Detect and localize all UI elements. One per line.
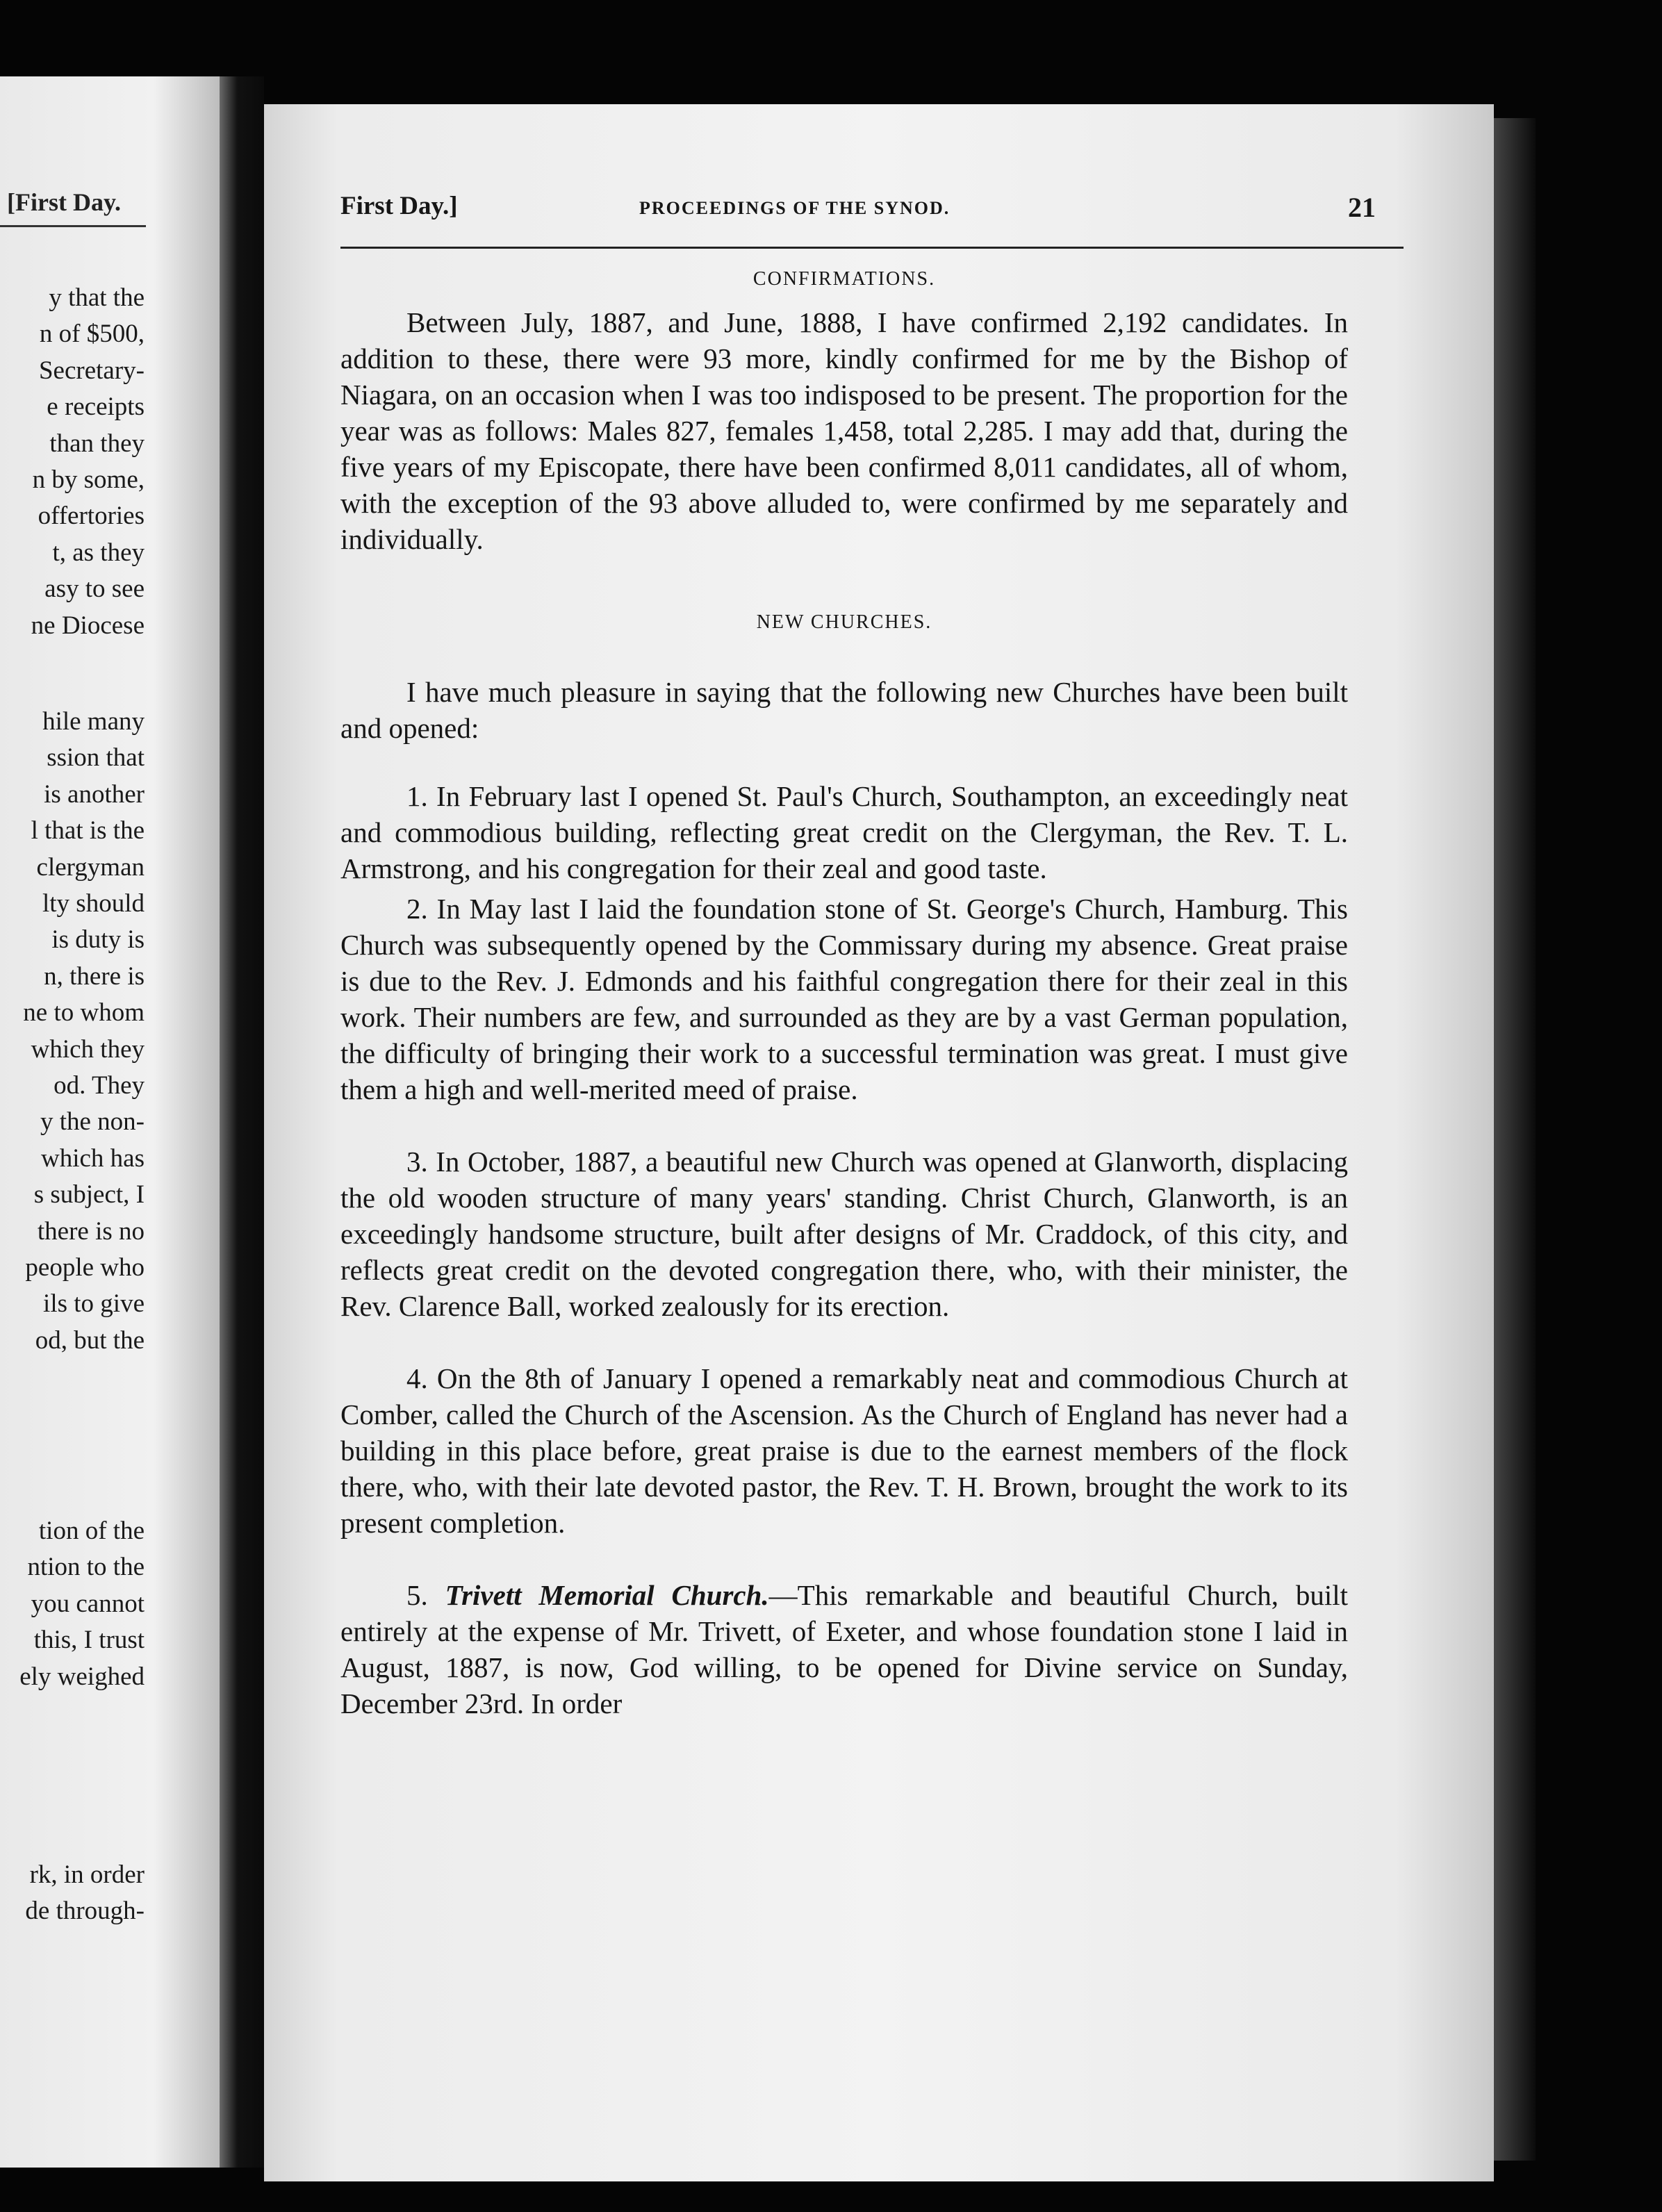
left-page-fragment: is another [44, 779, 145, 809]
left-page-fragment: rk, in order [29, 1860, 145, 1889]
left-page-fragment: n by some, [32, 465, 145, 494]
left-page-fragment: than they [49, 429, 145, 458]
page-number: 21 [1348, 192, 1376, 223]
left-page-fragment: ssion that [47, 743, 145, 773]
left-page-fragment: clergyman [36, 852, 145, 882]
left-page-header: [First Day. [7, 188, 121, 216]
left-page-fragment: ne to whom [23, 998, 145, 1027]
left-page-fragment: there is no [37, 1216, 145, 1246]
left-page-fragment: which they [31, 1034, 145, 1064]
book-gutter [220, 76, 264, 2168]
church-item-2: 2. In May last I laid the foundation stone of St. George's Church, Hamburg. This Church was subsequently opened by the Commissary during my absence. Great praise is due to the Rev. J. Edmonds and his faithful congregation there for their zeal in this work. Their numbers are few, and surrounded as they are by a vast German population, the difficulty of bringing their work to a successful termination was great. I must give them a high and well-merited meed of praise. [340, 893, 1348, 1105]
left-page-fragment: this, I trust [33, 1626, 145, 1655]
left-page-fragment: ntion to the [27, 1553, 145, 1582]
page-content [340, 191, 1376, 1722]
church-item-4: 4. On the 8th of January I opened a remarkably neat and commodious Church at Comber, called the Church of the Ascension. As the Church of England has never had a building in this place before, great praise is due to the earnest members of the flock there, who, with their late devoted pastor, the Rev. T. H. Brown, brought the work to its present completion. [340, 1362, 1348, 1539]
church-item-5 [340, 1577, 1348, 1722]
church-item-5-name: Trivett Memorial Church. [445, 1579, 769, 1611]
left-page-fragment: t, as they [52, 538, 145, 567]
left-page-fragment: is duty is [51, 925, 145, 955]
running-head-title: PROCEEDINGS OF THE SYNOD. [639, 198, 951, 218]
left-page-fragment: lty should [42, 889, 145, 918]
church-item-5-number: 5. [406, 1579, 428, 1611]
left-page-fragment: tion of the [38, 1517, 145, 1545]
church-item-3: 3. In October, 1887, a beautiful new Church was opened at Glanworth, displacing the old wooden structure of many years' standing. Christ Church, Glanworth, is an exceedingly handsome structure, built after designs of Mr. Craddock, of this city, and reflects great credit on the devoted congregation there, who, with their minister, the Rev. Clarence Ball, worked zealously for its erection. [340, 1146, 1348, 1322]
left-page-fragment: e receipts [47, 393, 145, 422]
new-churches-heading: NEW CHURCHES. [756, 611, 932, 633]
running-head-left: First Day.] [340, 192, 458, 220]
left-page-fragment: which has [41, 1144, 145, 1173]
left-page-fragment: od. They [54, 1071, 145, 1100]
new-churches-intro: I have much pleasure in saying that the following new Churches have been built and opened: [340, 676, 1348, 744]
church-item-5-text: —This remarkable and beautiful Church, built entirely at the expense of Mr. Trivett, of Exeter, and whose foundation stone I laid in August, 1887, is now, God willing, to be opened for Divine service on Sunday, December 23rd. In order [340, 1579, 1349, 1719]
left-page-fragment: de through- [25, 1897, 145, 1926]
header-rule [340, 247, 1404, 249]
left-page-fragment: s subject, I [33, 1180, 145, 1210]
left-page-fragment: people who [25, 1253, 145, 1282]
left-page-fragment: hile many [42, 707, 145, 736]
left-page-fragment: n, there is [44, 961, 145, 991]
left-page-fragment: od, but the [35, 1326, 145, 1355]
running-head [340, 191, 1376, 233]
left-page-fragment: you cannot [31, 1589, 145, 1618]
left-page-fragment: y the non- [40, 1107, 145, 1137]
left-page-fragment: ne Diocese [31, 611, 145, 640]
page-edge [1494, 118, 1536, 2161]
confirmations-heading: CONFIRMATIONS. [752, 268, 936, 290]
left-facing-page [0, 76, 220, 2168]
left-header-rule [0, 225, 146, 227]
left-page-fragment: l that is the [31, 816, 145, 845]
confirmations-paragraph: Between July, 1887, and June, 1888, I have confirmed 2,192 candidates. In addition to these, there were 93 more, kindly confirmed for me by the Bishop of Niagara, on an occasion when I was too indisposed to be present. The proportion for the year was as follows: Males 827, females 1,458, total 2,285. I may add that, during the five years of my Episcopate, there have been confirmed 8,011 candidates, all of whom, with the exception of the 93 above alluded to, were confirmed by me separately and individually. [340, 306, 1348, 555]
church-item-1: 1. In February last I opened St. Paul's Church, Southampton, an exceedingly neat and commodious building, reflecting great credit on the Clergyman, the Rev. T. L. Armstrong, and his congregation for their zeal and good taste. [340, 780, 1348, 884]
left-page-fragment: ely weighed [19, 1662, 145, 1691]
left-page-fragment: ils to give [43, 1289, 145, 1319]
left-page-fragment: y that the [49, 283, 145, 312]
left-page-fragment: asy to see [44, 575, 145, 604]
right-page [264, 104, 1494, 2181]
left-page-fragment: Secretary- [38, 356, 145, 385]
left-page-fragment: offertories [38, 502, 145, 531]
left-page-fragment: n of $500, [39, 320, 145, 349]
